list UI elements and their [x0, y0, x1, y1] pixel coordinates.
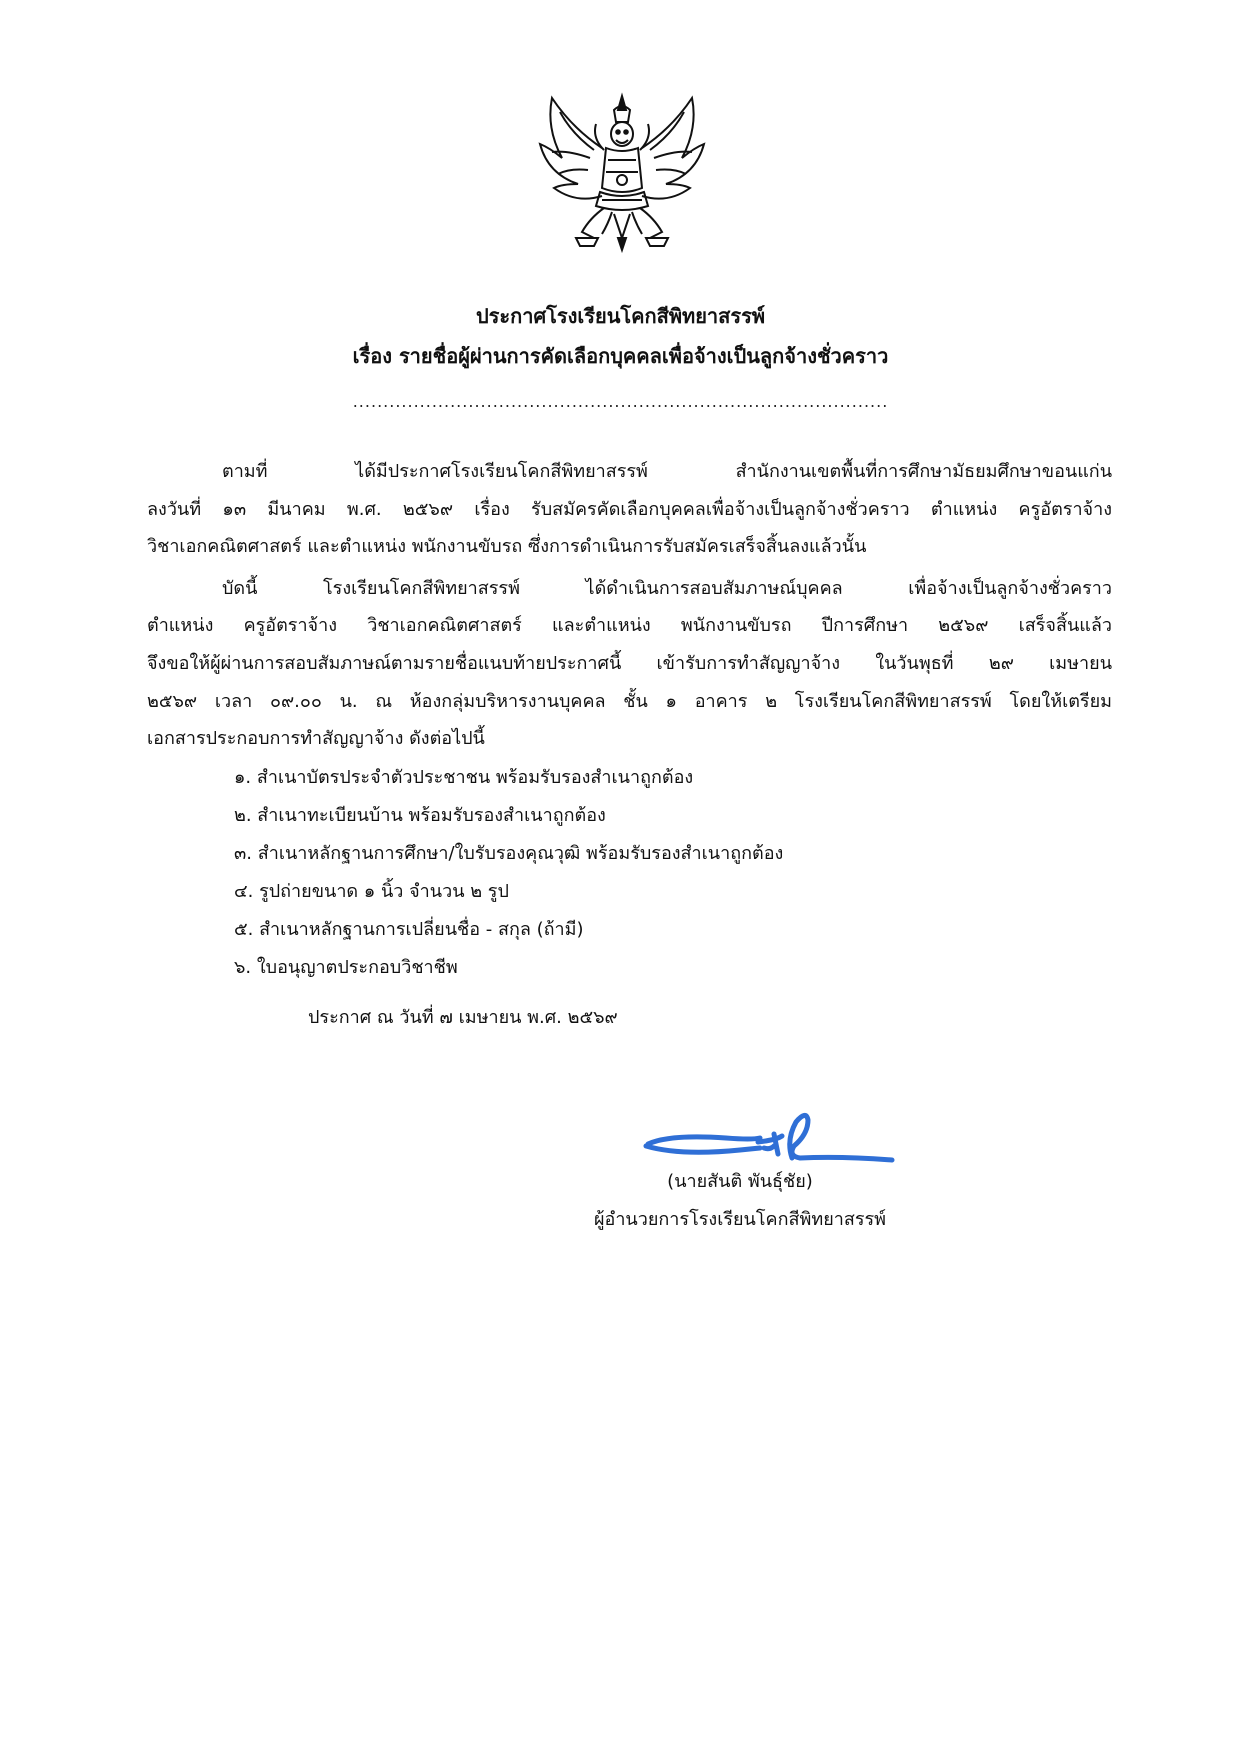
- list-item: ๒. สำเนาทะเบียนบ้าน พร้อมรับรองสำเนาถูกต้อง: [234, 805, 606, 826]
- list-item: ๑. สำเนาบัตรประจำตัวประชาชน พร้อมรับรองสำเนาถูกต้อง: [234, 767, 694, 788]
- paragraph-1-line-1: ตามที่ ได้มีประกาศโรงเรียนโคกสีพิทยาสรรพ์ สำนักงานเขตพื้นที่การศึกษามัธยมศึกษาขอนแก่น: [222, 461, 1112, 482]
- paragraph-1-line-2: ลงวันที่ ๑๓ มีนาคม พ.ศ. ๒๕๖๙ เรื่อง รับสมัครคัดเลือกบุคคลเพื่อจ้างเป็นลูกจ้างชั่วคราว ตำแหน่ง ครูอัตราจ้าง: [147, 499, 1112, 520]
- list-item: ๖. ใบอนุญาตประกอบวิชาชีพ: [234, 957, 458, 978]
- announce-date: ประกาศ ณ วันที่ ๗ เมษายน พ.ศ. ๒๕๖๙: [308, 1007, 618, 1028]
- paragraph-2-line-3: จึงขอให้ผู้ผ่านการสอบสัมภาษณ์ตามรายชื่อแนบท้ายประกาศนี้ เข้ารับการทำสัญญาจ้าง ในวันพุธที่ ๒๙ เมษายน: [147, 653, 1112, 674]
- paragraph-2-line-4: ๒๕๖๙ เวลา ๐๙.๐๐ น. ณ ห้องกลุ่มบริหารงานบุคคล ชั้น ๑ อาคาร ๒ โรงเรียนโคกสีพิทยาสรรพ์ โดยให้เตรียม: [147, 691, 1112, 712]
- paragraph-2-line-1: บัดนี้ โรงเรียนโคกสีพิทยาสรรพ์ ได้ดำเนินการสอบสัมภาษณ์บุคคล เพื่อจ้างเป็นลูกจ้างชั่วคราว: [222, 578, 1112, 599]
- paragraph-2-line-2: ตำแหน่ง ครูอัตราจ้าง วิชาเอกคณิตศาสตร์ และตำแหน่ง พนักงานขับรถ ปีการศึกษา ๒๕๖๙ เสร็จสิ้นแล้ว: [147, 615, 1112, 636]
- signer-position: ผู้อำนวยการโรงเรียนโคกสีพิทยาสรรพ์: [593, 1209, 887, 1230]
- announcement-subject: เรื่อง รายชื่อผู้ผ่านการคัดเลือกบุคคลเพื่อจ้างเป็นลูกจ้างชั่วคราว: [352, 344, 889, 368]
- announcement-title: ประกาศโรงเรียนโคกสีพิทยาสรรพ์: [475, 304, 766, 328]
- list-item: ๓. สำเนาหลักฐานการศึกษา/ใบรับรองคุณวุฒิ พร้อมรับรองสำเนาถูกต้อง: [234, 843, 784, 864]
- separator-dots: ........................................................................................: [352, 392, 889, 411]
- list-item: ๔. รูปถ่ายขนาด ๑ นิ้ว จำนวน ๒ รูป: [234, 881, 509, 902]
- paragraph-2-line-5: เอกสารประกอบการทำสัญญาจ้าง ดังต่อไปนี้: [147, 728, 485, 749]
- signer-name: (นายสันติ พันธุ์ชัย): [667, 1171, 813, 1192]
- list-item: ๕. สำเนาหลักฐานการเปลี่ยนชื่อ - สกุล (ถ้ามี): [234, 919, 584, 940]
- paragraph-1-line-3: วิชาเอกคณิตศาสตร์ และตำแหน่ง พนักงานขับรถ ซึ่งการดำเนินการรับสมัครเสร็จสิ้นลงแล้วนั้น: [147, 536, 867, 557]
- garuda-emblem-icon: [532, 88, 712, 258]
